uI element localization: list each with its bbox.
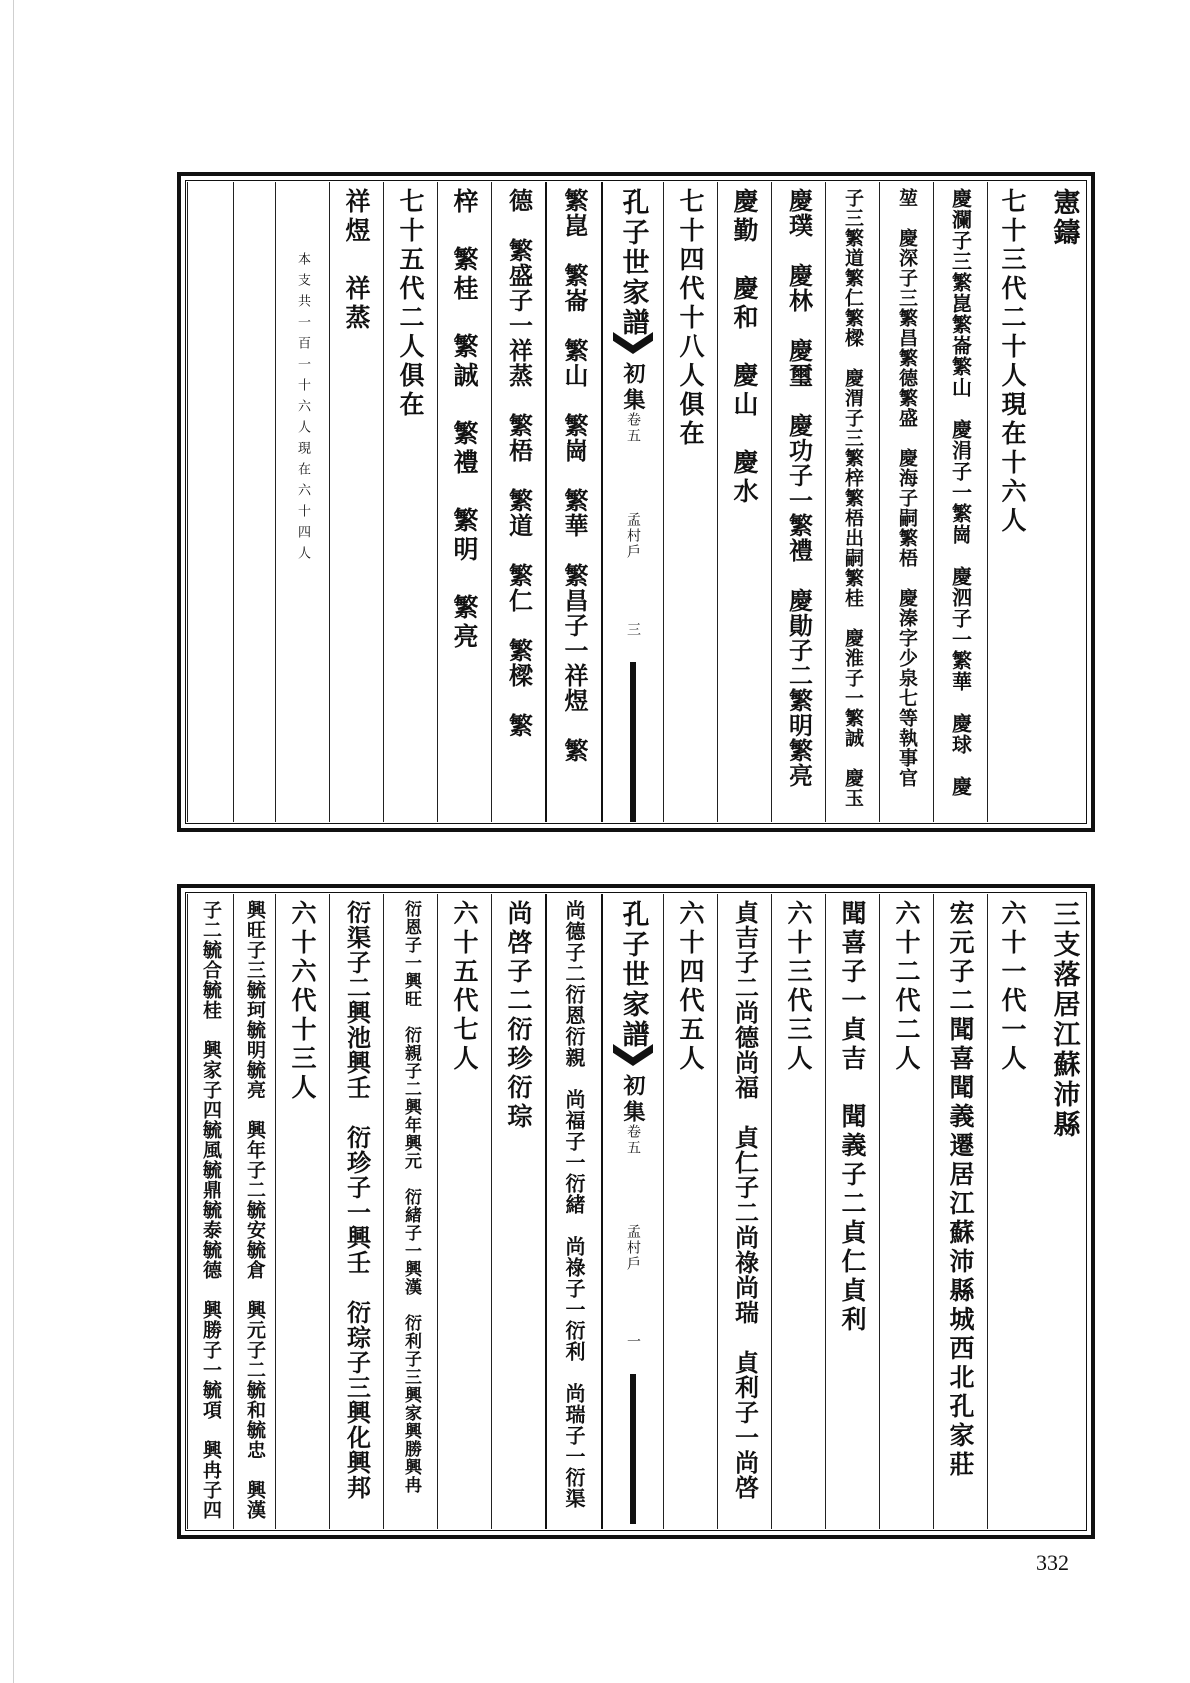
text-column: 德 繁盛子一祥蒸 繁梧 繁道 繁仁 繁樑 繁 [491, 182, 545, 822]
text-column: 尚德子二衍恩衍親 尚福子一衍緒 尚祿子一衍利 尚瑞子一衍渠 [545, 894, 601, 1529]
book-title: 孔子世家譜 [617, 188, 649, 338]
text-column: 子二毓合毓桂 興家子四毓風毓鼎毓泰毓德 興勝子一毓項 興冉子四 [187, 894, 233, 1529]
text-column: 七十五代二人俱在 [383, 182, 437, 822]
book-subtitle: 初集 [620, 362, 646, 414]
text-column: 六十四代五人 [663, 894, 717, 1529]
text-column: 六十一代一人 [987, 894, 1037, 1529]
text-column: 七十三代二十人現在十六人 [987, 182, 1037, 822]
text-column: 衍渠子二興池興壬 衍珍子一興壬 衍琮子三興化興邦 [329, 894, 383, 1529]
folio-number: 一 [625, 1334, 641, 1352]
genealogy-panel-bottom [177, 884, 1095, 1539]
text-column [187, 182, 233, 822]
text-column: 六十六代十三人 [275, 894, 329, 1529]
text-column: 貞吉子二尚德尚福 貞仁子二尚祿尚瑞 貞利子一尚啓 [717, 894, 771, 1529]
text-column: 子三繁道繁仁繁樑 慶渭子三繁梓繁梧出嗣繁桂 慶淮子一繁誠 慶玉 [825, 182, 879, 822]
text-column: 祥煜 祥蒸 [329, 182, 383, 822]
banner-mark-icon [613, 332, 653, 354]
text-column: 尚啓子二衍珍衍琮 [491, 894, 545, 1529]
text-column: 本支共一百一十六人現在六十四人 [275, 182, 329, 822]
text-column: 聞喜子一貞吉 聞義子二貞仁貞利 [825, 894, 879, 1529]
text-column: 興旺子三毓珂毓明毓亮 興年子二毓安毓倉 興元子二毓和毓忠 興漢 [233, 894, 275, 1529]
household-label: 孟村戶 [625, 1224, 641, 1272]
text-column: 七十四代十八人俱在 [663, 182, 717, 822]
banner-mark-icon [613, 1044, 653, 1066]
text-column: 六十三代三人 [771, 894, 825, 1529]
text-column [233, 182, 275, 822]
fish-tail-mark [630, 662, 636, 822]
text-column: 慶璞 慶林 慶璽 慶功子一繁禮 慶勛子二繁明繁亮 [771, 182, 825, 822]
volume-label: 卷五 [625, 412, 641, 444]
text-column: 六十二代二人 [879, 894, 933, 1529]
text-column: 慶瀾子三繁崑繁崙繁山 慶涓子一繁崗 慶泗子一繁華 慶球 慶 [933, 182, 987, 822]
book-title: 孔子世家譜 [617, 900, 649, 1050]
page-edge-line [13, 0, 14, 1683]
text-column: 衍恩子一興旺 衍親子二興年興元 衍緒子一興漢 衍利子三興家興勝興冉 [383, 894, 437, 1529]
text-column: 六十五代七人 [437, 894, 491, 1529]
text-column: 憲鑄 [1048, 188, 1080, 248]
text-column: 慶勤 慶和 慶山 慶水 [717, 182, 771, 822]
text-column: 繁崑 繁崙 繁山 繁崗 繁華 繁昌子一祥煜 繁 [545, 182, 601, 822]
household-label: 孟村戶 [625, 512, 641, 560]
text-column: 宏元子二聞喜聞義遷居江蘇沛縣城西北孔家莊 [933, 894, 987, 1529]
book-subtitle: 初集 [620, 1074, 646, 1126]
fish-tail-mark [630, 1374, 636, 1524]
folio-number: 三 [625, 622, 641, 640]
text-column: 梓 繁桂 繁誠 繁禮 繁明 繁亮 [437, 182, 491, 822]
genealogy-panel-top [177, 172, 1095, 832]
center-title-column [601, 182, 663, 822]
page-number: 332 [1036, 1550, 1069, 1575]
text-column: 堃 慶深子三繁昌繁德繁盛 慶海子嗣繁梧 慶溱字少泉七等執事官 [879, 182, 933, 822]
text-column: 三支落居江蘇沛縣 [1048, 900, 1080, 1140]
center-title-column [601, 894, 663, 1529]
volume-label: 卷五 [625, 1124, 641, 1156]
